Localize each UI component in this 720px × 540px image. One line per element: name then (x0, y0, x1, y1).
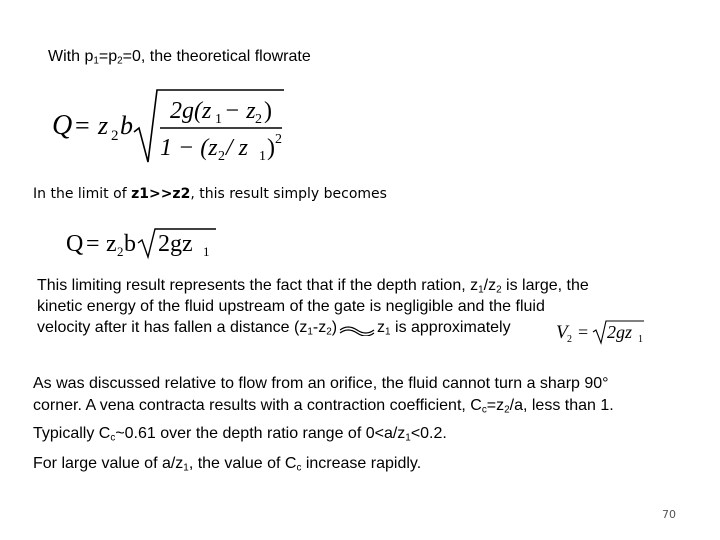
para2-line: As was discussed relative to flow from an orifice, the fluid cannot turn a sharp 90° (33, 375, 609, 392)
para1-sub: 2 (496, 284, 502, 296)
para1-text: is approximately (390, 319, 511, 336)
paragraph-typical-cc (33, 425, 447, 443)
limit-text: In the limit of (33, 186, 132, 202)
eq1-b: b (120, 111, 133, 140)
para4-sub: 1 (183, 462, 189, 474)
eq2-z-sub: 2 (117, 244, 124, 259)
eq1-den-slash: / z (226, 135, 249, 161)
para2-sub: 2 (504, 404, 510, 416)
approx-arrow-icon (338, 321, 376, 335)
para3-sub: 1 (405, 432, 411, 444)
page-number: 70 (662, 508, 676, 521)
para1-text: velocity after it has fallen a distance (z (37, 319, 308, 336)
para1-text: /z (483, 277, 497, 294)
para2-text: /a, less than 1. (509, 397, 614, 414)
para1-sub: 1 (385, 326, 391, 338)
eq3-equals: = (578, 322, 589, 342)
eq3-rad-sub: 1 (638, 334, 643, 345)
para2-sub: c (481, 404, 487, 416)
para4-sub: c (296, 462, 302, 474)
limit-equation (66, 226, 226, 260)
eq2-b: b (124, 231, 136, 257)
eq2-equals: = (86, 231, 100, 257)
paragraph-large-value (33, 455, 421, 473)
eq3-v: V (556, 322, 568, 343)
heading-line (48, 48, 311, 66)
eq2-z: z (106, 231, 117, 257)
eq1-z-sub: 2 (111, 128, 119, 144)
limit-condition: z1>>z2 (131, 186, 191, 202)
para1-sub: 1 (307, 326, 313, 338)
eq2-lhs: Q (66, 231, 84, 257)
heading-text: =p (98, 48, 118, 65)
para3-text: <0.2. (410, 425, 447, 442)
velocity-equation-svg (556, 318, 646, 346)
eq1-num-sub: 2 (255, 112, 262, 127)
paragraph-vena-contracta (33, 373, 713, 417)
eq1-num-minus: − z (224, 98, 256, 124)
para3-text: ~0.61 over the depth ratio range of 0<a/z (115, 425, 406, 442)
para4-text: increase rapidly. (301, 455, 422, 472)
para1-text: z (377, 319, 386, 336)
para4-text: For large value of a/z (33, 455, 184, 472)
para1-line (37, 275, 677, 296)
heading-sub: 2 (117, 55, 123, 67)
eq1-den: 1 − (z (160, 135, 218, 161)
velocity-equation (556, 318, 646, 346)
eq1-den-exp: 2 (275, 132, 282, 147)
flowrate-equation-svg (52, 88, 292, 166)
heading-sub: 1 (93, 55, 99, 67)
para1-sub: 2 (326, 326, 332, 338)
eq3-v-sub: 2 (567, 334, 572, 345)
para1-text: -z (312, 319, 327, 336)
eq1-lhs: Q (52, 110, 73, 141)
heading-text: With p (48, 48, 94, 65)
flowrate-equation (52, 88, 292, 166)
eq1-z: z (98, 111, 109, 140)
para1-text: This limiting result represents the fact that if the depth ration, z (37, 277, 479, 294)
para1-sub: 1 (478, 284, 484, 296)
para2-text: =z (486, 397, 505, 414)
heading-text: =0, the theoretical flowrate (122, 48, 311, 65)
para1-text: ) (331, 319, 338, 336)
eq1-equals: = (75, 111, 90, 140)
eq3-rad: 2gz (607, 322, 633, 342)
limit-text: , this result simply becomes (190, 186, 387, 202)
para2-line (33, 395, 713, 417)
para4-text: , the value of C (188, 455, 297, 472)
eq1-num: 2g(z (170, 98, 212, 124)
para3-sub: c (110, 432, 116, 444)
eq1-num-close: ) (264, 98, 272, 124)
eq1-den-sub: 2 (218, 149, 225, 164)
para1-text: is large, the (501, 277, 589, 294)
limit-equation-svg (66, 226, 226, 260)
limit-line (33, 186, 387, 202)
para3-text: Typically C (33, 425, 111, 442)
para1-line: kinetic energy of the fluid upstream of the gate is negligible and the fluid (37, 298, 545, 315)
eq1-num-sub: 1 (215, 112, 222, 127)
eq1-den-sub: 1 (259, 149, 266, 164)
eq1-den-close: ) (267, 135, 275, 161)
eq2-rad-sub: 1 (203, 244, 210, 259)
para2-text: corner. A vena contracta results with a contraction coefficient, C (33, 397, 482, 414)
eq2-rad: 2gz (158, 231, 193, 257)
